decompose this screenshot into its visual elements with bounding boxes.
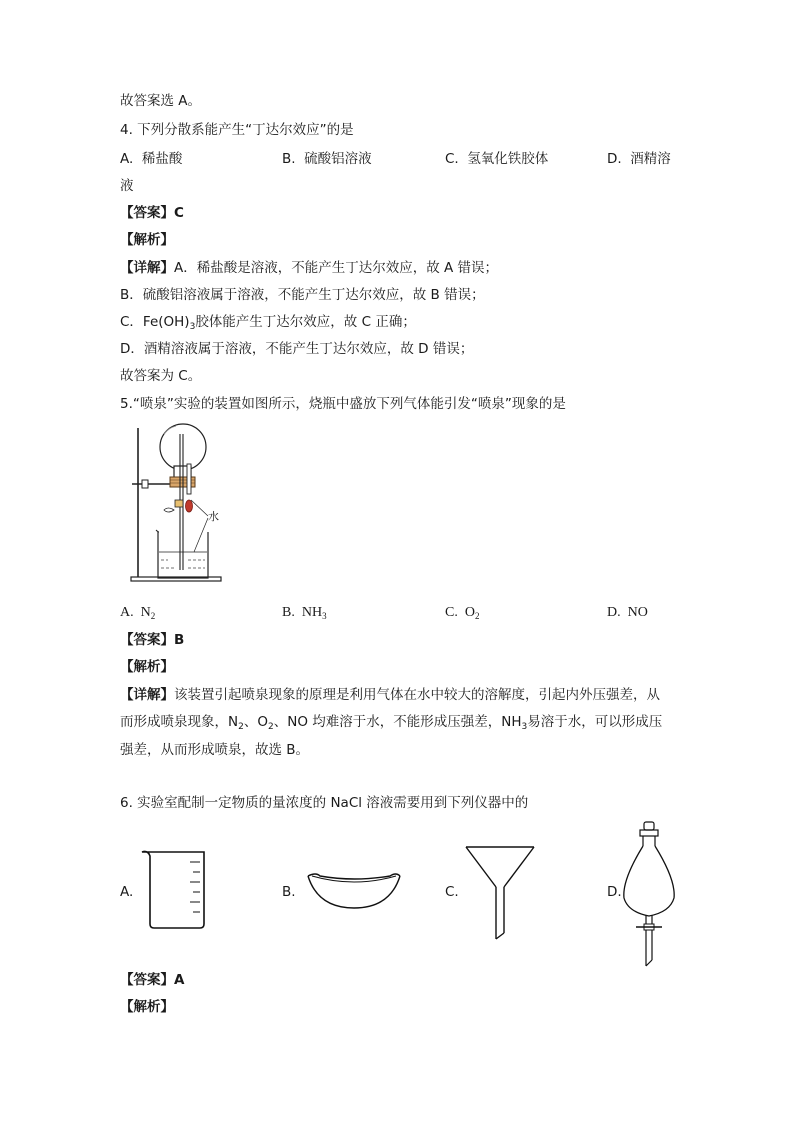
detail-label: 【详解】: [120, 260, 174, 276]
option-letter: A.: [120, 151, 134, 167]
detail-text: 而形成喷泉现象，N: [120, 714, 239, 730]
option-text: 稀盐酸: [141, 151, 183, 167]
detail-text: C．Fe(OH): [120, 314, 190, 330]
q5-analysis-heading: 【解析】: [120, 659, 174, 675]
q5-option-a: [120, 606, 155, 620]
option-letter: B.: [282, 605, 295, 620]
q5-option-b: [282, 606, 327, 620]
q5-detail-2: [120, 716, 662, 730]
option-formula: NO: [627, 605, 648, 620]
subscript: 2: [267, 722, 274, 732]
q4-answer: 【答案】C: [120, 205, 184, 221]
option-formula: O: [464, 605, 475, 620]
question-5-stem: 5.“喷泉”实验的装置如图所示，烧瓶中盛放下列气体能引发“喷泉”现象的是: [120, 396, 566, 412]
q4-option-d-continuation: 液: [120, 178, 134, 194]
option-letter: D.: [607, 151, 622, 167]
detail-text: 易溶于水，可以形成压: [527, 714, 663, 730]
option-formula: NH: [301, 605, 323, 620]
q6-option-d-letter: D.: [607, 884, 622, 900]
q4-option-c: [445, 153, 548, 167]
separatory-funnel-icon: [618, 820, 680, 968]
answer-conclusion: 故答案选 A。: [120, 93, 202, 109]
q5-answer: 【答案】B: [120, 632, 185, 648]
q4-detail-c: [120, 316, 416, 330]
dropper-bulb: [186, 500, 193, 512]
evaporating-dish-icon: [306, 866, 402, 910]
detail-text: 胶体能产生丁达尔效应，故 C 正确；: [195, 314, 416, 330]
q4-detail-b: B．硫酸铝溶液属于溶液，不能产生丁达尔效应，故 B 错误；: [120, 287, 485, 303]
option-formula: N: [140, 605, 151, 620]
q4-detail-a: [120, 262, 498, 276]
clamp-boss: [142, 480, 148, 488]
subscript: 2: [474, 611, 480, 621]
q6-answer: 【答案】A: [120, 972, 185, 988]
detail-text: 、O: [243, 714, 268, 730]
pinch-clamp: [175, 500, 183, 507]
option-text: 酒精溶: [630, 151, 671, 167]
q4-option-a: [120, 153, 182, 167]
subscript: 3: [521, 722, 528, 732]
beaker-icon: [138, 848, 208, 930]
dropper: [187, 464, 191, 494]
funnel-icon: [464, 843, 536, 943]
q5-option-c: [445, 606, 479, 620]
detail-label: 【详解】: [120, 687, 174, 703]
subscript: 3: [322, 611, 327, 621]
detail-text: A．稀盐酸是溶液，不能产生丁达尔效应，故 A 错误；: [174, 260, 499, 276]
option-text: 硫酸铝溶液: [304, 151, 372, 167]
subscript: 3: [189, 322, 196, 332]
q5-detail-3: 强差，从而形成喷泉，故选 B。: [120, 742, 310, 758]
q4-detail-d: D．酒精溶液属于溶液，不能产生丁达尔效应，故 D 错误；: [120, 341, 474, 357]
q6-option-b-letter: B.: [282, 884, 296, 900]
q4-option-d: [607, 153, 671, 167]
question-6-stem: 6. 实验室配制一定物质的量浓度的 NaCl 溶液需要用到下列仪器中的: [120, 795, 529, 811]
q5-option-d: [607, 606, 648, 620]
q4-conclusion: 故答案为 C。: [120, 368, 202, 384]
fig-water-label: 水: [208, 510, 219, 523]
q6-option-c-letter: C.: [445, 884, 459, 900]
question-4-stem: 4. 下列分散系能产生“丁达尔效应”的是: [120, 122, 354, 138]
detail-text: 该装置引起喷泉现象的原理是利用气体在水中较大的溶解度，引起内外压强差，从: [174, 687, 660, 703]
option-letter: B.: [282, 151, 296, 167]
q4-analysis-heading: 【解析】: [120, 232, 174, 248]
option-letter: D.: [607, 605, 621, 620]
option-letter: C.: [445, 605, 458, 620]
subscript: 2: [238, 722, 244, 732]
option-letter: A.: [120, 605, 134, 620]
fountain-apparatus-figure: [128, 420, 248, 585]
detail-text: 、NO 均难溶于水，不能形成压强差，NH: [273, 714, 522, 730]
subscript: 2: [150, 611, 156, 621]
option-letter: C.: [445, 151, 459, 167]
option-text: 氢氧化铁胶体: [467, 151, 549, 167]
q5-detail-1: [120, 689, 660, 703]
q4-option-b: [282, 153, 372, 167]
q6-analysis-heading: 【解析】: [120, 999, 174, 1015]
q6-option-a-letter: A.: [120, 884, 134, 900]
